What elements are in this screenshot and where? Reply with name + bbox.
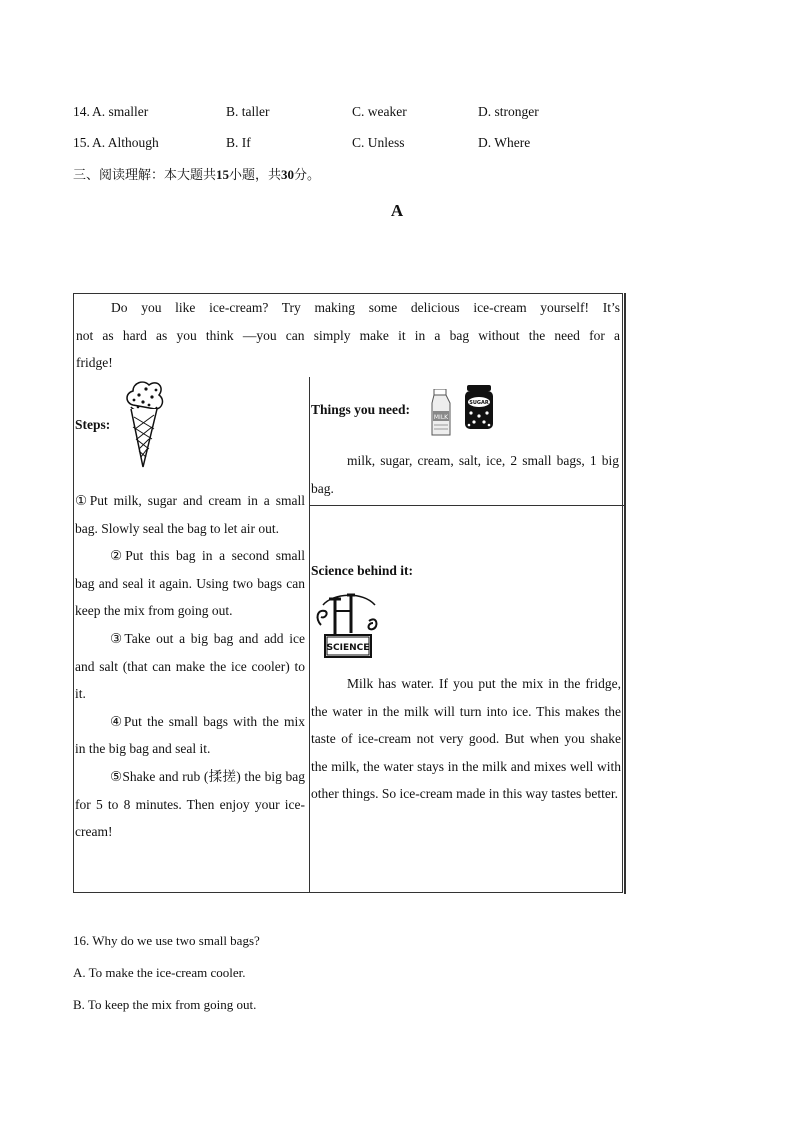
question-16-stem: 16. Why do we use two small bags?: [73, 933, 260, 948]
section-heading-part: 分。: [294, 167, 321, 182]
option-a: A. smaller: [92, 104, 149, 119]
option-b: B. taller: [226, 104, 270, 119]
step-3: ③Take out a big bag and add ice and salt (that can make the ice cooler) to it.: [75, 630, 305, 702]
question-count: 15: [216, 167, 230, 182]
intro-line: Do you like ice-cream? Try making some delicious ice-cream yourself! It’s: [111, 300, 620, 315]
passage-title: A: [390, 201, 404, 220]
question-15-row: [73, 135, 693, 155]
section-heading: [73, 164, 320, 183]
science-label: SCIENCE: [326, 643, 370, 653]
steps-heading: Steps:: [75, 417, 111, 432]
passage-intro: [74, 294, 622, 377]
question-16-option-b: B. To keep the mix from going out.: [73, 997, 257, 1012]
column-divider: [309, 377, 310, 893]
question-number: 15.: [73, 135, 90, 150]
question-number: 14.: [73, 104, 90, 119]
step-5: ⑤Shake and rub (揉搓) the big bag for 5 to 8 minutes. Then enjoy your ice-cream!: [75, 768, 305, 840]
milk-carton-icon: [431, 389, 453, 437]
intro-line: not as hard as you think —you can simply make it in a bag without the need for a: [76, 327, 620, 343]
section-heading-part: 三、阅读理解：本大题共: [73, 167, 217, 182]
question-16-option-a: A. To make the ice-cream cooler.: [73, 965, 246, 980]
step-4: ④Put the small bags with the mix in the big bag and seal it.: [75, 713, 305, 757]
science-heading: Science behind it:: [311, 563, 414, 578]
row-divider: [310, 505, 624, 506]
sugar-label: SUGAR: [469, 400, 489, 406]
option-d: D. Where: [478, 135, 531, 150]
step-1: ①Put milk, sugar and cream in a small bag. Slowly seal the bag to let air out.: [75, 493, 305, 536]
score-total: 30: [281, 167, 295, 182]
option-c: C. weaker: [352, 104, 407, 119]
things-heading: Things you need:: [311, 402, 411, 417]
option-a: A. Although: [92, 135, 159, 150]
section-heading-part: 小题，共: [229, 167, 282, 182]
option-b: B. If: [226, 135, 251, 150]
science-explanation: Milk has water. If you put the mix in the fridge, the water in the milk will turn into ice. This makes the taste of ice-cream not very good. But when you shake the milk, the water stays in the milk and mixes well with other things. So ice-cream made in this way tastes better.: [311, 676, 621, 801]
sugar-jar-icon: [463, 385, 495, 431]
option-d: D. stronger: [478, 104, 539, 119]
table-edge: [624, 293, 626, 894]
question-14-row: [73, 104, 693, 124]
things-list: milk, sugar, cream, salt, ice, 2 small bags, 1 big bag.: [311, 453, 619, 496]
step-2: ②Put this bag in a second small bag and seal it again. Using two bags can keep the mix from going out.: [75, 548, 305, 619]
milk-label: MILK: [433, 414, 449, 421]
ice-cream-cone-icon: [119, 377, 167, 469]
option-c: C. Unless: [352, 135, 405, 150]
passage-table: [73, 293, 623, 893]
intro-line: fridge!: [76, 355, 113, 370]
steps-list: [75, 487, 305, 846]
science-lab-icon: [313, 589, 385, 661]
